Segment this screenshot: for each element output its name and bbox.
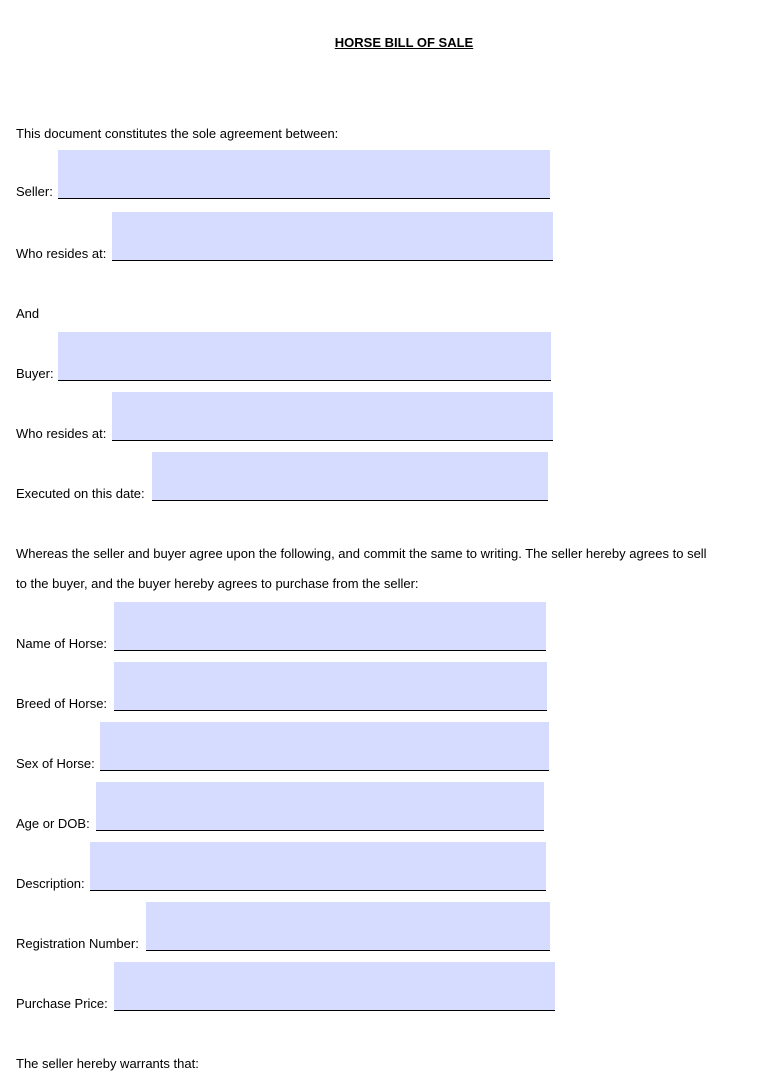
age-dob-field[interactable] xyxy=(96,782,544,831)
description-row xyxy=(16,842,547,892)
buyer-row xyxy=(16,332,552,382)
whereas-text-line1: Whereas the seller and buyer agree upon the following, and commit the same to writing. The seller hereby agrees to sell xyxy=(16,546,707,561)
whereas-text-line2: to the buyer, and the buyer hereby agrees to purchase from the seller: xyxy=(16,576,419,591)
purchase-price-field[interactable] xyxy=(114,962,555,1011)
registration-number-row xyxy=(16,902,551,952)
horse-sex-label: Sex of Horse: xyxy=(16,756,95,771)
seller-address-row xyxy=(16,212,554,262)
buyer-field[interactable] xyxy=(58,332,551,381)
horse-breed-label: Breed of Horse: xyxy=(16,696,108,711)
horse-name-label: Name of Horse: xyxy=(16,636,108,651)
horse-sex-row xyxy=(16,722,550,772)
horse-breed-row xyxy=(16,662,548,712)
horse-name-field[interactable] xyxy=(114,602,546,651)
purchase-price-label: Purchase Price: xyxy=(16,996,108,1011)
registration-number-label: Registration Number: xyxy=(16,936,139,951)
seller-address-label: Who resides at: xyxy=(16,246,107,261)
age-dob-row xyxy=(16,782,545,832)
buyer-address-label: Who resides at: xyxy=(16,426,107,441)
and-text: And xyxy=(16,306,40,321)
intro-text: This document constitutes the sole agreement between: xyxy=(16,126,339,141)
executed-date-row xyxy=(16,452,549,502)
age-dob-label: Age or DOB: xyxy=(16,816,90,831)
document-title: HORSE BILL OF SALE xyxy=(334,35,474,50)
buyer-address-row xyxy=(16,392,554,442)
description-field[interactable] xyxy=(90,842,546,891)
seller-address-field[interactable] xyxy=(112,212,553,261)
buyer-label: Buyer: xyxy=(16,366,54,381)
executed-date-field[interactable] xyxy=(152,452,548,501)
purchase-price-row xyxy=(16,962,556,1012)
horse-name-row xyxy=(16,602,547,652)
registration-number-field[interactable] xyxy=(146,902,550,951)
seller-field[interactable] xyxy=(58,150,550,199)
seller-label: Seller: xyxy=(16,184,53,199)
buyer-address-field[interactable] xyxy=(112,392,553,441)
horse-sex-field[interactable] xyxy=(100,722,549,771)
horse-breed-field[interactable] xyxy=(114,662,547,711)
seller-row xyxy=(16,150,551,200)
executed-date-label: Executed on this date: xyxy=(16,486,145,501)
warrants-text: The seller hereby warrants that: xyxy=(16,1056,199,1071)
description-label: Description: xyxy=(16,876,85,891)
